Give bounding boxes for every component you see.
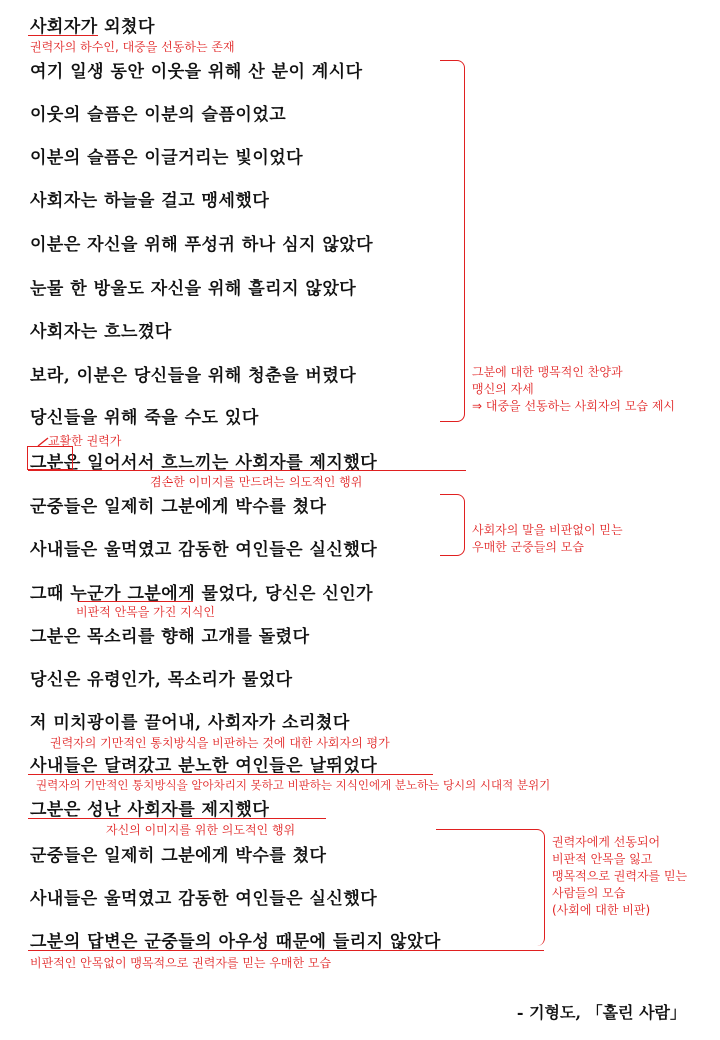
annotation-line: 그분에 대한 맹목적인 찬양과 bbox=[472, 365, 623, 379]
annotation-label: 겸손한 이미지를 만드려는 의도적인 행위 bbox=[150, 475, 363, 489]
annotation-line: 사회자의 말을 비판없이 믿는 bbox=[472, 523, 623, 537]
annotation-line: (사회에 대한 비판) bbox=[552, 903, 651, 917]
poem-line: 군중들은 일제히 그분에게 박수를 쳤다 bbox=[30, 497, 327, 517]
annotation-label: 권력자의 기만적인 통치방식을 비판하는 것에 대한 사회자의 평가 bbox=[50, 736, 390, 750]
poem-line: 사내들은 울먹였고 감동한 여인들은 실신했다 bbox=[30, 540, 378, 560]
poem-line: 이분의 슬픔은 이글거리는 빛이었다 bbox=[30, 148, 304, 168]
annotation-label: 비판적 안목을 가진 지식인 bbox=[76, 605, 215, 619]
poem-line: 그분은 일어서서 흐느끼는 사회자를 제지했다 bbox=[30, 453, 378, 473]
annotation-label: 자신의 이미지를 위한 의도적인 행위 bbox=[106, 823, 296, 837]
poem-line: 당신들을 위해 죽을 수도 있다 bbox=[30, 408, 259, 428]
poem-line: 사내들은 달려갔고 분노한 여인들은 날뛰었다 bbox=[30, 756, 378, 776]
poem-line: 그분은 성난 사회자를 제지했다 bbox=[30, 800, 270, 820]
poem-line: 사회자는 흐느꼈다 bbox=[30, 322, 172, 342]
annotation-line: 비판적 안목을 잃고 bbox=[552, 852, 653, 866]
annotation-bracket bbox=[440, 60, 465, 422]
annotation-line: 우매한 군중들의 모습 bbox=[472, 540, 584, 554]
annotation-block bbox=[552, 834, 687, 919]
annotation-underline bbox=[28, 950, 544, 951]
annotation-label: 비판적인 안목없이 맹목적으로 권력자를 믿는 우매한 모습 bbox=[30, 956, 332, 970]
annotation-underline bbox=[28, 774, 433, 775]
annotation-line: 맹신의 자세 bbox=[472, 382, 534, 396]
poem-line: 저 미치광이를 끌어내, 사회자가 소리쳤다 bbox=[30, 713, 350, 733]
poem-line: 사회자가 외쳤다 bbox=[30, 17, 155, 37]
poem-line: 당신은 유령인가, 목소리가 물었다 bbox=[30, 670, 293, 690]
poem-line: 그분은 목소리를 향해 고개를 돌렸다 bbox=[30, 627, 310, 647]
annotation-line: 사람들의 모습 bbox=[552, 886, 626, 900]
annotation-label: 권력자의 하수인, 대중을 선동하는 존재 bbox=[30, 40, 235, 54]
poem-line: 그분의 답변은 군중들의 아우성 때문에 들리지 않았다 bbox=[30, 932, 441, 952]
annotation-underline bbox=[28, 35, 98, 36]
poem-line: 사회자는 하늘을 걸고 맹세했다 bbox=[30, 191, 270, 211]
annotation-line: 맹목적으로 권력자를 믿는 bbox=[552, 869, 688, 883]
poem-line: 그때 누군가 그분에게 물었다, 당신은 신인가 bbox=[30, 584, 374, 604]
annotation-box bbox=[27, 446, 73, 470]
annotation-bracket bbox=[436, 829, 545, 946]
annotation-underline bbox=[28, 818, 326, 819]
annotation-underline bbox=[78, 601, 193, 602]
annotation-block bbox=[472, 364, 675, 415]
annotation-block bbox=[472, 522, 623, 556]
annotation-label: 교활한 권력가 bbox=[48, 434, 122, 448]
poem-line: 여기 일생 동안 이웃을 위해 산 분이 계시다 bbox=[30, 62, 363, 82]
poem-line: 눈물 한 방울도 자신을 위해 흘리지 않았다 bbox=[30, 279, 357, 299]
annotation-underline bbox=[28, 470, 466, 471]
poem-line: 이웃의 슬픔은 이분의 슬픔이었고 bbox=[30, 105, 287, 125]
annotation-line: ⇒ 대중을 선동하는 사회자의 모습 제시 bbox=[472, 399, 676, 413]
annotation-bracket bbox=[440, 494, 465, 556]
poem-line: 이분은 자신을 위해 푸성귀 하나 심지 않았다 bbox=[30, 235, 374, 255]
poem-line: 보라, 이분은 당신들을 위해 청춘을 버렸다 bbox=[30, 366, 357, 386]
annotation-line: 권력자에게 선동되어 bbox=[552, 835, 661, 849]
poem-line: 군중들은 일제히 그분에게 박수를 쳤다 bbox=[30, 846, 327, 866]
annotation-label: 권력자의 기만적인 통치방식을 알아차리지 못하고 비판하는 지식인에게 분노하는 당시의 시대적 분위기 bbox=[36, 778, 551, 792]
poem-credit: - 기형도, 「홀린 사람」 bbox=[516, 1003, 686, 1022]
poem-line: 사내들은 울먹였고 감동한 여인들은 실신했다 bbox=[30, 889, 378, 909]
